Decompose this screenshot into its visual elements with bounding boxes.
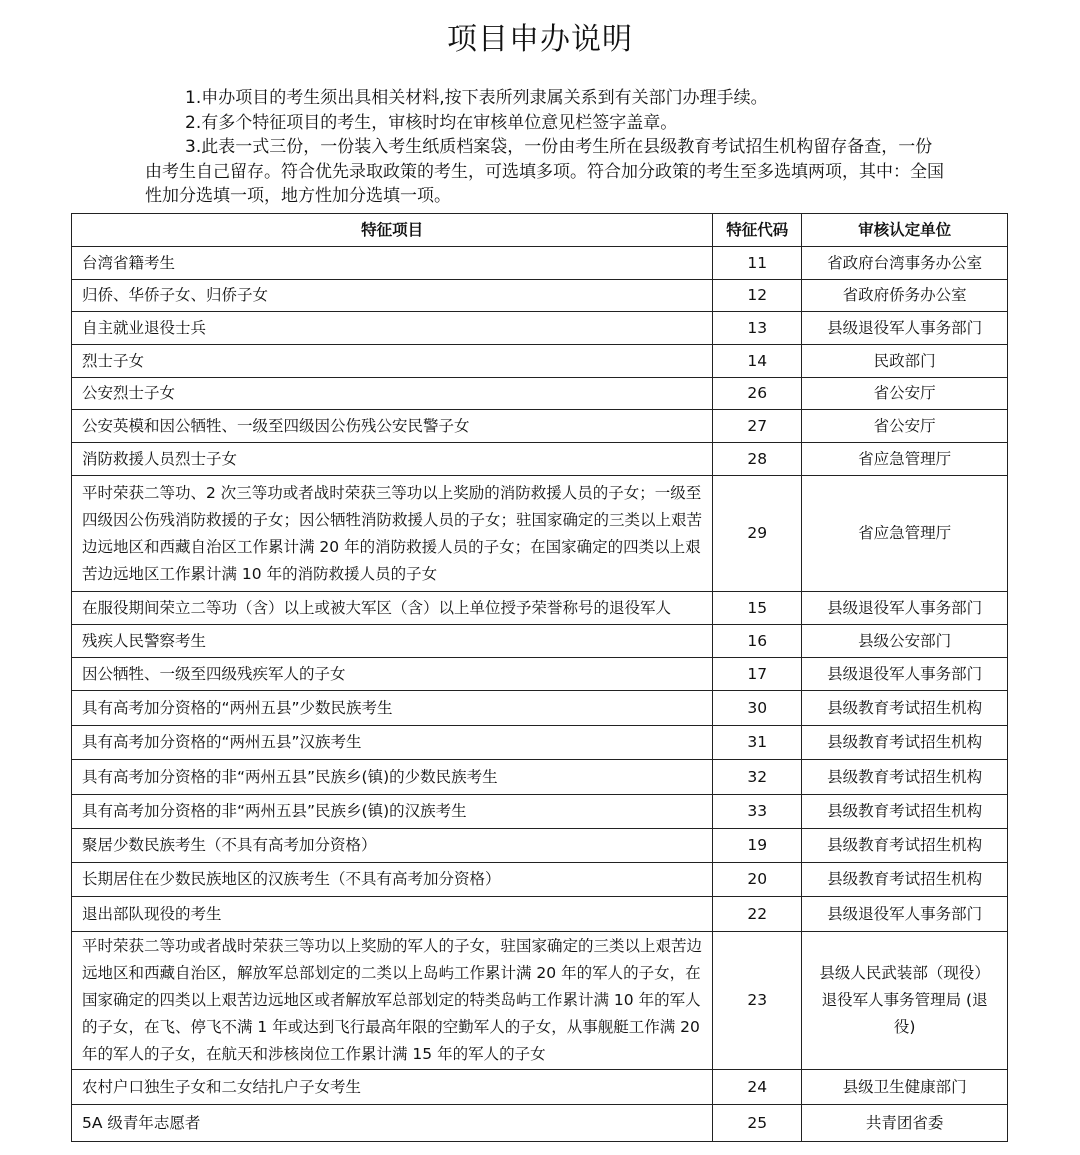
table-row xyxy=(72,760,1008,795)
table-row xyxy=(72,410,1008,443)
header-code: 特征代码 xyxy=(713,214,802,247)
feature-item-cell: 公安英模和因公牺牲、一级至四级因公伤残公安民警子女 xyxy=(72,410,713,443)
feature-code-cell: 15 xyxy=(713,592,802,625)
table-header-row xyxy=(72,214,1008,247)
table-row xyxy=(72,897,1008,932)
feature-code-cell: 25 xyxy=(713,1105,802,1142)
audit-unit-cell: 省公安厅 xyxy=(802,410,1008,443)
table-row xyxy=(72,625,1008,658)
table-row xyxy=(72,378,1008,410)
feature-item-cell: 因公牺牲、一级至四级残疾军人的子女 xyxy=(72,658,713,691)
feature-item-cell: 5A 级青年志愿者 xyxy=(72,1105,713,1142)
audit-unit-cell: 县级退役军人事务部门 xyxy=(802,897,1008,932)
table-row xyxy=(72,863,1008,897)
feature-code-cell: 13 xyxy=(713,312,802,345)
audit-unit-cell: 县级教育考试招生机构 xyxy=(802,863,1008,897)
audit-unit-cell: 县级教育考试招生机构 xyxy=(802,829,1008,863)
table-row xyxy=(72,691,1008,726)
feature-code-cell: 12 xyxy=(713,280,802,312)
feature-code-cell: 28 xyxy=(713,443,802,476)
instruction-1: 1.申办项目的考生须出具相关材料,按下表所列隶属关系到有关部门办理手续。 xyxy=(185,88,768,108)
audit-unit-cell: 县级教育考试招生机构 xyxy=(802,726,1008,760)
table-row xyxy=(72,932,1008,1070)
feature-code-cell: 19 xyxy=(713,829,802,863)
audit-unit-cell: 县级退役军人事务部门 xyxy=(802,312,1008,345)
feature-code-cell: 11 xyxy=(713,247,802,280)
audit-unit-cell: 县级退役军人事务部门 xyxy=(802,658,1008,691)
feature-item-cell: 聚居少数民族考生（不具有高考加分资格） xyxy=(72,829,713,863)
feature-code-cell: 30 xyxy=(713,691,802,726)
feature-code-cell: 22 xyxy=(713,897,802,932)
feature-code-cell: 33 xyxy=(713,795,802,829)
audit-unit-cell: 县级教育考试招生机构 xyxy=(802,691,1008,726)
table-row xyxy=(72,312,1008,345)
feature-item-cell: 消防救援人员烈士子女 xyxy=(72,443,713,476)
feature-code-cell: 14 xyxy=(713,345,802,378)
feature-item-cell: 具有高考加分资格的“两州五县”少数民族考生 xyxy=(72,691,713,726)
instructions xyxy=(145,86,945,209)
table-row xyxy=(72,345,1008,378)
feature-item-cell: 自主就业退役士兵 xyxy=(72,312,713,345)
instruction-3: 3.此表一式三份，一份装入考生纸质档案袋，一份由考生所在县级教育考试招生机构留存备查，一份由考生自己留存。符合优先录取政策的考生，可选填多项。符合加分政策的考生至多选填两项，其中：全国性加分选填一项，地方性加分选填一项。 xyxy=(145,137,944,206)
feature-item-cell: 归侨、华侨子女、归侨子女 xyxy=(72,280,713,312)
feature-item-cell: 烈士子女 xyxy=(72,345,713,378)
feature-items-table xyxy=(71,213,1008,1142)
table-row xyxy=(72,658,1008,691)
feature-code-cell: 17 xyxy=(713,658,802,691)
audit-unit-cell: 县级教育考试招生机构 xyxy=(802,760,1008,795)
feature-code-cell: 27 xyxy=(713,410,802,443)
feature-item-cell: 具有高考加分资格的“两州五县”汉族考生 xyxy=(72,726,713,760)
audit-unit-cell: 省公安厅 xyxy=(802,378,1008,410)
feature-item-cell: 残疾人民警察考生 xyxy=(72,625,713,658)
audit-unit-cell: 民政部门 xyxy=(802,345,1008,378)
feature-item-cell: 长期居住在少数民族地区的汉族考生（不具有高考加分资格） xyxy=(72,863,713,897)
audit-unit-cell: 省应急管理厅 xyxy=(802,476,1008,592)
feature-code-cell: 23 xyxy=(713,932,802,1070)
page-title: 项目申办说明 xyxy=(447,22,633,57)
feature-code-cell: 24 xyxy=(713,1070,802,1105)
feature-code-cell: 26 xyxy=(713,378,802,410)
feature-item-cell: 在服役期间荣立二等功（含）以上或被大军区（含）以上单位授予荣誉称号的退役军人 xyxy=(72,592,713,625)
audit-unit-cell: 县级公安部门 xyxy=(802,625,1008,658)
feature-item-cell: 平时荣获二等功或者战时荣获三等功以上奖励的军人的子女，驻国家确定的三类以上艰苦边远地区和西藏自治区，解放军总部划定的二类以上岛屿工作累计满 20 年的军人的子女，在国家确定的四类以上艰苦边远地区或者解放军总部划定的特类岛屿工作累计满 10 年的军人的子女，在飞、停飞不满 1 年或达到飞行最高年限的空勤军人的子女，从事舰艇工作满 20 年的军人的子女，在航天和涉核岗位工作累计满 15 年的军人的子女 xyxy=(72,932,713,1070)
feature-item-cell: 农村户口独生子女和二女结扎户子女考生 xyxy=(72,1070,713,1105)
feature-item-cell: 平时荣获二等功、2 次三等功或者战时荣获三等功以上奖励的消防救援人员的子女；一级至四级因公伤残消防救援的子女；因公牺牲消防救援人员的子女；驻国家确定的三类以上艰苦边远地区和西藏自治区工作累计满 20 年的消防救援人员的子女；在国家确定的四类以上艰苦边远地区工作累计满 10 年的消防救援人员的子女 xyxy=(72,476,713,592)
feature-code-cell: 32 xyxy=(713,760,802,795)
table-row xyxy=(72,592,1008,625)
table-row xyxy=(72,476,1008,592)
audit-unit-cell: 县级教育考试招生机构 xyxy=(802,795,1008,829)
header-item: 特征项目 xyxy=(72,214,713,247)
feature-item-cell: 具有高考加分资格的非“两州五县”民族乡(镇)的少数民族考生 xyxy=(72,760,713,795)
table-row xyxy=(72,280,1008,312)
feature-code-cell: 16 xyxy=(713,625,802,658)
feature-code-cell: 29 xyxy=(713,476,802,592)
feature-item-cell: 台湾省籍考生 xyxy=(72,247,713,280)
feature-code-cell: 31 xyxy=(713,726,802,760)
table-row xyxy=(72,247,1008,280)
audit-unit-cell: 省应急管理厅 xyxy=(802,443,1008,476)
audit-unit-cell: 省政府侨务办公室 xyxy=(802,280,1008,312)
audit-unit-cell: 县级退役军人事务部门 xyxy=(802,592,1008,625)
feature-code-cell: 20 xyxy=(713,863,802,897)
audit-unit-cell: 县级人民武装部（现役）退役军人事务管理局 (退役) xyxy=(802,932,1008,1070)
table-row xyxy=(72,443,1008,476)
feature-item-cell: 公安烈士子女 xyxy=(72,378,713,410)
table-row xyxy=(72,829,1008,863)
table-row xyxy=(72,795,1008,829)
table-row xyxy=(72,1105,1008,1142)
table-row xyxy=(72,726,1008,760)
feature-item-cell: 具有高考加分资格的非“两州五县”民族乡(镇)的汉族考生 xyxy=(72,795,713,829)
audit-unit-cell: 县级卫生健康部门 xyxy=(802,1070,1008,1105)
feature-item-cell: 退出部队现役的考生 xyxy=(72,897,713,932)
audit-unit-cell: 省政府台湾事务办公室 xyxy=(802,247,1008,280)
instruction-2: 2.有多个特征项目的考生，审核时均在审核单位意见栏签字盖章。 xyxy=(185,112,678,133)
table-row xyxy=(72,1070,1008,1105)
header-unit: 审核认定单位 xyxy=(802,214,1008,247)
audit-unit-cell: 共青团省委 xyxy=(802,1105,1008,1142)
